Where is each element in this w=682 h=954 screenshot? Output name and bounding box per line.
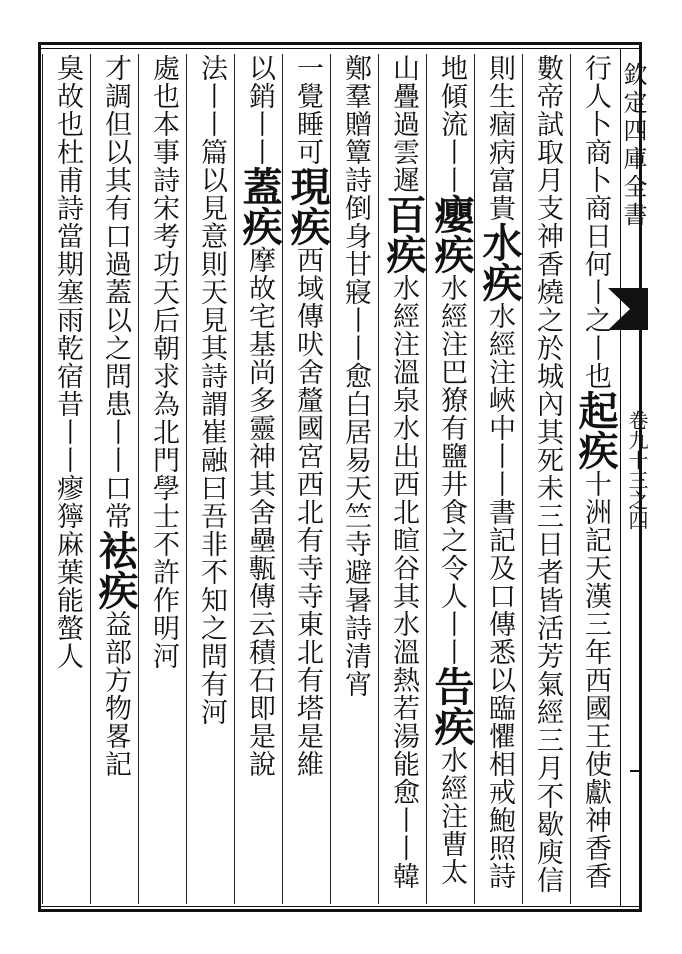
entry-text: 獰麻葉能螫人 xyxy=(52,502,83,670)
entry-heading: 現疾 xyxy=(284,166,331,246)
text-column xyxy=(378,54,427,904)
entry-text: 水經注峽中丨丨書記及口傳悉以臨懼相戒鮑照詩 xyxy=(484,302,515,890)
entry-text: 山疊過雲遲 xyxy=(388,54,419,194)
entry-text: 一覺睡可 xyxy=(292,54,323,166)
entry-text: 地傾流丨丨 xyxy=(436,54,467,194)
entry-text: 篇以見意則天見其詩謂崔融曰吾非不知之問有河 xyxy=(196,138,227,726)
entry-heading: 告疾 xyxy=(428,666,475,746)
text-column xyxy=(138,54,187,904)
entry-text: 水經注溫泉水出西北暄谷其水溫熱若湯能愈丨丨韓 xyxy=(388,274,419,890)
entry-heading: 袪疾 xyxy=(92,530,139,610)
entry-text: 益部方物畧記 xyxy=(100,610,131,778)
text-column xyxy=(570,54,619,904)
entry-heading: 水疾 xyxy=(476,222,523,302)
entry-text: 摩故宅基尚多靈神其舍壘甎傳云積石即是說 xyxy=(244,246,275,778)
text-column xyxy=(282,54,331,904)
entry-text: 才調但以其有口過蓋以之問患丨丨口常 xyxy=(100,54,131,530)
text-column xyxy=(330,54,379,904)
entry-heading: 蓋疾 xyxy=(236,166,283,246)
entry-heading: 百疾 xyxy=(380,194,427,274)
text-column xyxy=(42,54,91,904)
bottom-rule xyxy=(40,906,640,907)
entry-text: 鄭羣贈簟詩倒身甘寢丨丨愈白居易天竺寺避暑詩清宵 xyxy=(340,54,371,698)
text-column xyxy=(234,54,283,904)
entry-text: 則生痼病富貴 xyxy=(484,54,515,222)
top-rule xyxy=(40,48,640,49)
lower-mark xyxy=(630,770,642,796)
chapter-label: 卷九十三之四 xyxy=(625,410,649,530)
entry-text: 數帝試取月支神香燒之於城內其死未三日者皆活芳氣經三月不歇庾信 xyxy=(532,54,563,894)
entry-text: 十洲記天漢三年西國王使獻神香香 xyxy=(580,470,611,890)
text-column xyxy=(426,54,475,904)
text-column xyxy=(90,54,139,904)
entry-heading: 起疾 xyxy=(572,390,619,470)
entry-text: 臭故也杜甫詩當期塞雨乾宿昔丨丨瘳 xyxy=(52,54,83,502)
text-column xyxy=(186,54,235,904)
entry-text: 以銷丨丨 xyxy=(244,54,275,166)
entry-text: 本事詩宋考功天后朝求為北門學士不許作明河 xyxy=(148,110,179,670)
entry-heading: 癭疾 xyxy=(428,194,475,274)
book-title: 欽定四庫全書 xyxy=(619,62,647,230)
text-column xyxy=(522,54,571,904)
entry-text: 法丨丨 xyxy=(196,54,227,138)
entry-text: 西域傳吠舍釐國宮西北有寺寺東北有塔是維 xyxy=(292,246,323,778)
text-column xyxy=(474,54,523,904)
entry-text: 行人卜商卜商日何丨之丨也 xyxy=(580,54,611,390)
entry-text: 處也 xyxy=(148,54,179,110)
entry-text: 水經注巴獠有鹽井食之令人丨丨 xyxy=(436,274,467,666)
entry-text: 水經注曹太 xyxy=(436,746,467,886)
